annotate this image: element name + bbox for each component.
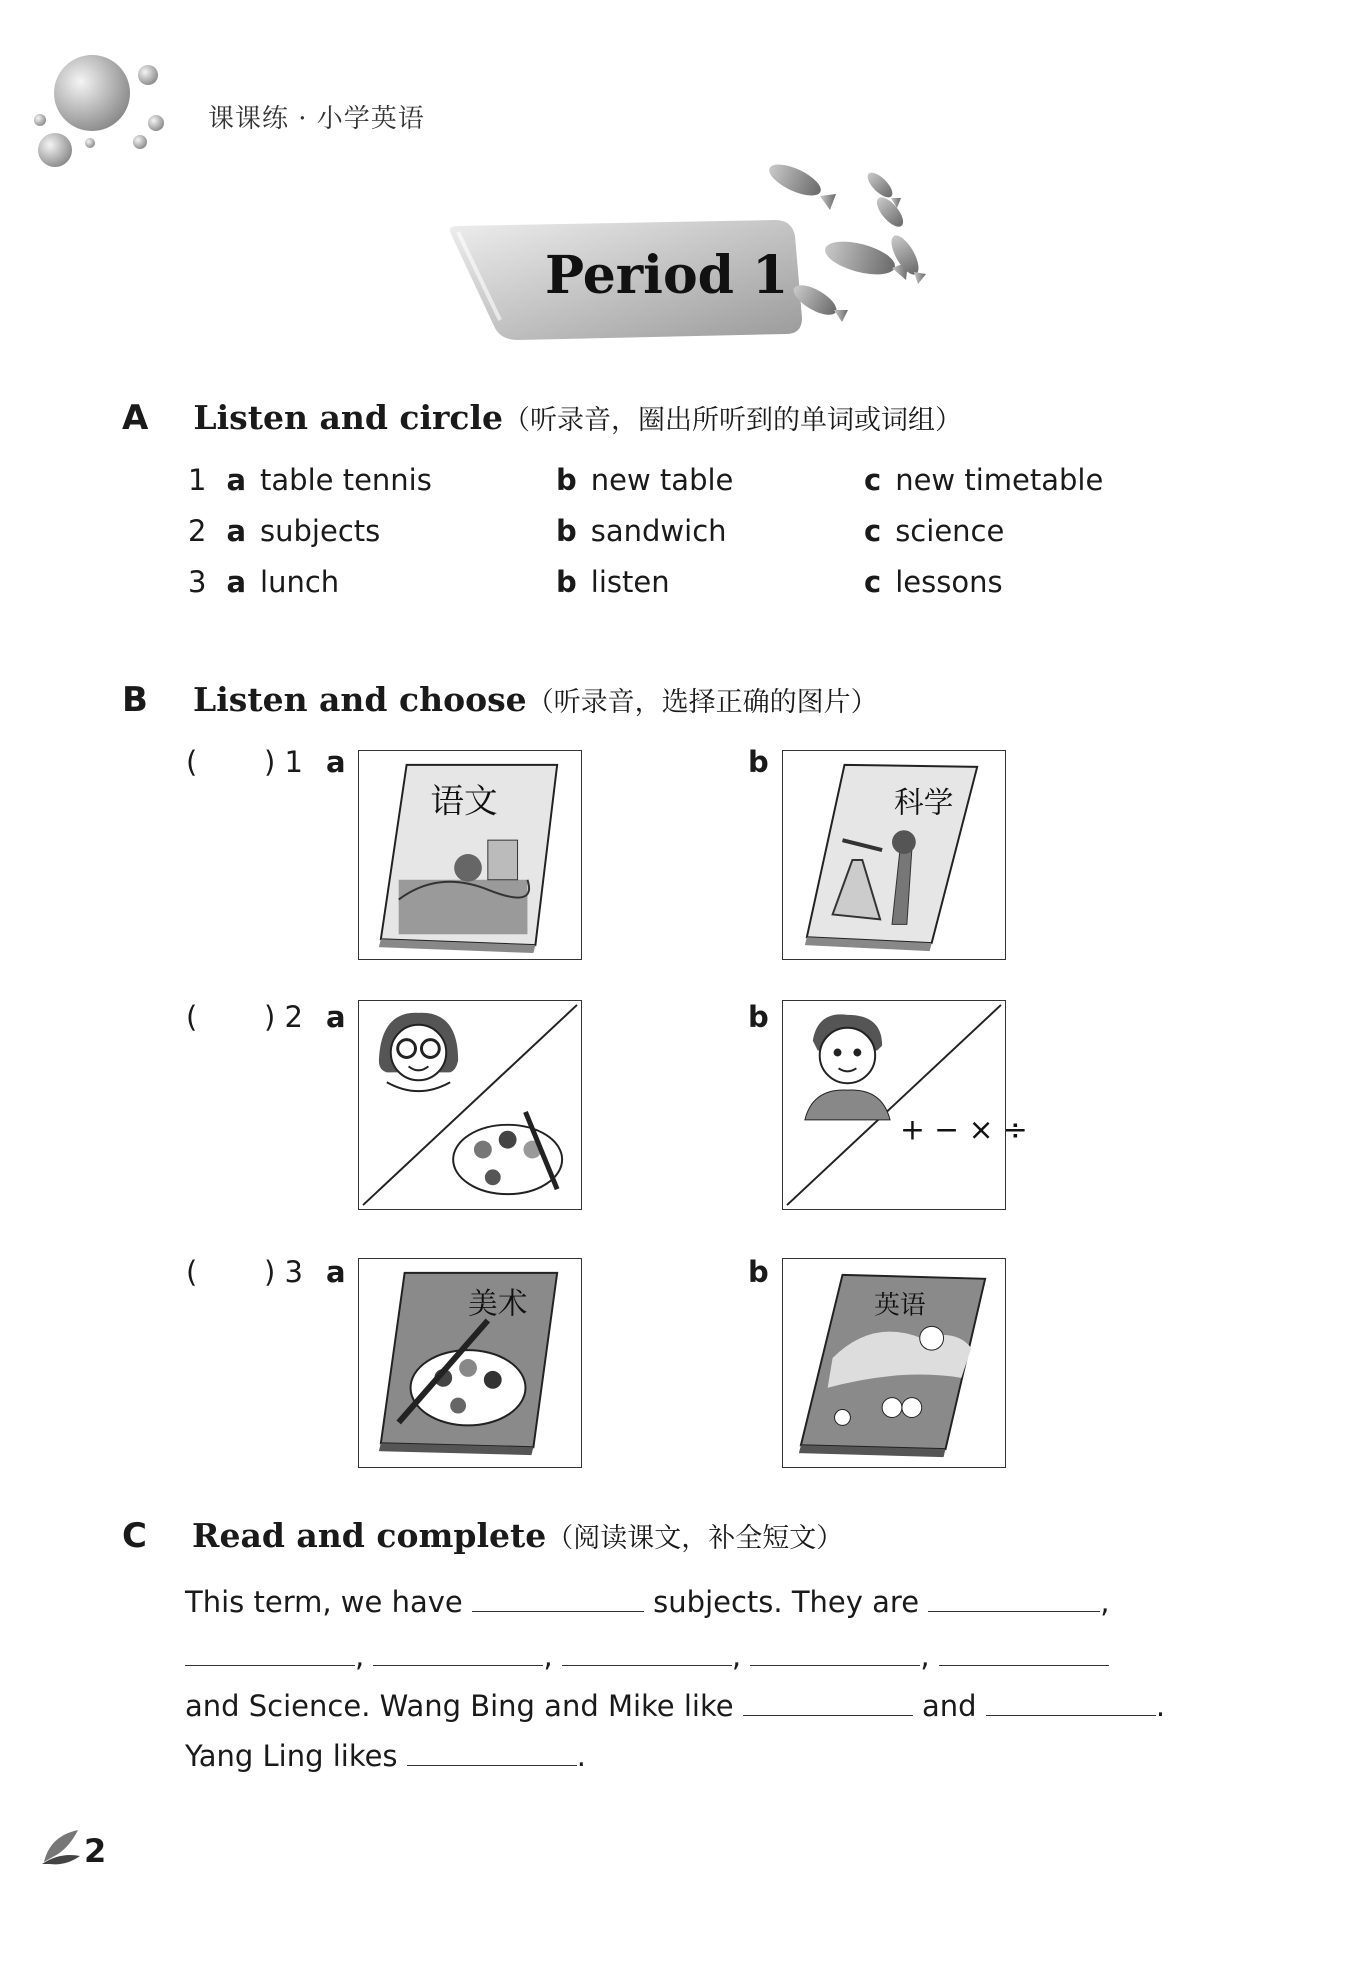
section-a-heading (122, 398, 962, 438)
list-item: b sandwich (556, 514, 727, 548)
option-label: b (748, 745, 769, 779)
paragraph-line-1: This term, we have subjects. They are , (185, 1585, 1110, 1619)
question-number: ) 3 (264, 1255, 303, 1289)
option-text: new timetable (895, 463, 1104, 497)
book-title: 科学 (894, 785, 954, 821)
page-number: 2 (84, 1832, 107, 1870)
science-book-image[interactable] (782, 750, 1006, 960)
list-item: 2 a subjects (188, 514, 381, 548)
book-title: 语文 (430, 781, 498, 821)
option-text: listen (590, 565, 670, 599)
maths-boy-image[interactable] (782, 1000, 1028, 1210)
book-title: 课课练 · 小学英语 (208, 104, 425, 134)
option-text: table tennis (260, 463, 432, 497)
book-title: 美术 (468, 1286, 528, 1322)
chinese-book-image[interactable] (358, 750, 582, 960)
option-label: a (326, 1255, 346, 1289)
option-label: a (326, 1000, 346, 1034)
book-title: 英语 (874, 1290, 926, 1321)
list-item: c lessons (864, 565, 1003, 599)
bubbles-decoration (30, 45, 170, 175)
question-number: ) 1 (264, 745, 303, 779)
paragraph-line-3: and Science. Wang Bing and Mike like and . (185, 1689, 1166, 1723)
option-label: b (748, 1255, 769, 1289)
art-teacher-image[interactable] (358, 1000, 582, 1210)
english-book-image[interactable] (782, 1258, 1006, 1468)
section-title: Listen and choose (193, 680, 527, 719)
answer-blank[interactable] (750, 1639, 920, 1666)
list-item: 3 a lunch (188, 565, 340, 599)
paragraph-line-2: , , , , (185, 1636, 1109, 1676)
answer-blank[interactable] (986, 1689, 1156, 1716)
option-text: subjects (260, 514, 381, 548)
answer-blank[interactable] (185, 1639, 355, 1666)
section-c-heading (122, 1516, 843, 1556)
answer-blank[interactable] (407, 1739, 577, 1766)
option-text: new table (590, 463, 734, 497)
paragraph-line-4: Yang Ling likes . (185, 1739, 586, 1773)
answer-blank[interactable] (472, 1585, 644, 1612)
answer-blank[interactable] (928, 1585, 1100, 1612)
section-letter: B (122, 680, 148, 720)
list-item: b listen (556, 565, 670, 599)
option-label: a (326, 745, 346, 779)
section-title: Listen and circle (193, 398, 504, 437)
option-label: b (748, 1000, 769, 1034)
section-b-heading (122, 680, 878, 720)
option-text: lunch (260, 565, 340, 599)
question-number: ) 2 (264, 1000, 303, 1034)
list-item: 1 a table tennis (188, 463, 432, 497)
leaf-icon (40, 1826, 84, 1866)
option-text: science (895, 514, 1005, 548)
list-item: c new timetable (864, 463, 1104, 497)
option-text: sandwich (590, 514, 727, 548)
section-letter: A (122, 398, 149, 438)
page-title: Period 1 (545, 245, 789, 306)
answer-blank[interactable] (562, 1639, 732, 1666)
answer-paren-open: ( (186, 1255, 198, 1289)
answer-paren-open: ( (186, 1000, 198, 1034)
answer-paren-open: ( (186, 745, 198, 779)
art-book-image[interactable] (358, 1258, 582, 1468)
list-item: c science (864, 514, 1005, 548)
list-item: b new table (556, 463, 734, 497)
section-instruction: （听录音，选择正确的图片） (526, 687, 878, 718)
section-instruction: （阅读课文，补全短文） (546, 1523, 844, 1554)
answer-blank[interactable] (743, 1689, 913, 1716)
answer-blank[interactable] (939, 1639, 1109, 1666)
section-letter: C (122, 1516, 147, 1556)
math-symbols: + − × ÷ (899, 1112, 1028, 1148)
option-text: lessons (895, 565, 1003, 599)
section-title: Read and complete (192, 1516, 547, 1555)
section-instruction: （听录音，圈出所听到的单词或词组） (503, 405, 963, 436)
answer-blank[interactable] (373, 1639, 543, 1666)
